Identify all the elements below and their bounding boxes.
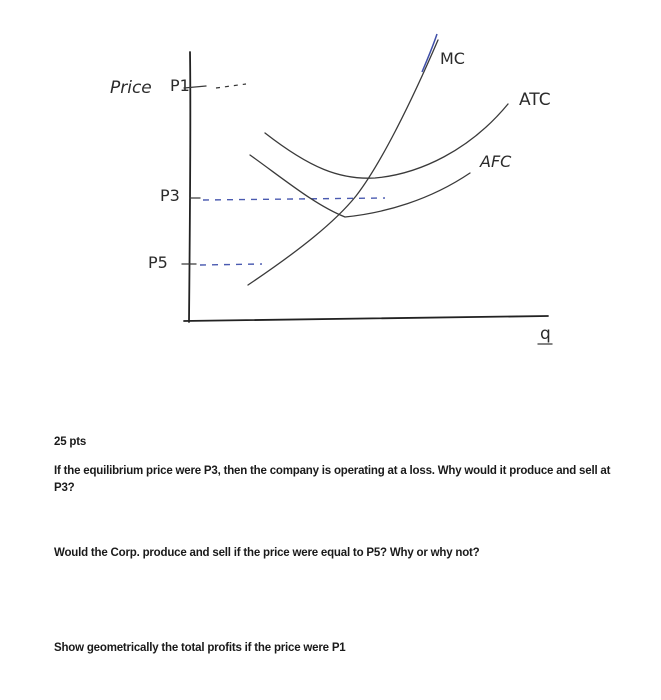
question-two: Would the Corp. produce and sell if the price were equal to P5? Why or why not? [54, 547, 480, 559]
atc-label: ATC [519, 90, 551, 110]
afc-curve [250, 155, 470, 217]
price-label-p3: P3 [160, 186, 180, 205]
mc-curve [248, 40, 438, 285]
atc-curve [265, 104, 508, 178]
p5-guide [200, 264, 262, 265]
question-one: If the equilibrium price were P3, then the company is operating at a loss. Why would it produce and sell at P3? [54, 465, 611, 494]
mc-label: MC [440, 49, 465, 68]
price-label-p5: P5 [148, 253, 168, 272]
question-three: Show geometrically the total profits if the price were P1 [54, 642, 346, 654]
mc-upper-segment [422, 34, 437, 72]
y-axis-label: Price [110, 78, 152, 98]
price-label-p1: P1 [170, 76, 190, 95]
afc-label: AFC [480, 152, 512, 171]
x-axis [184, 316, 548, 321]
x-axis-label: q [540, 324, 551, 344]
p1-guide [216, 84, 246, 88]
points-label: 25 pts [54, 436, 87, 448]
p3-guide [203, 198, 385, 200]
